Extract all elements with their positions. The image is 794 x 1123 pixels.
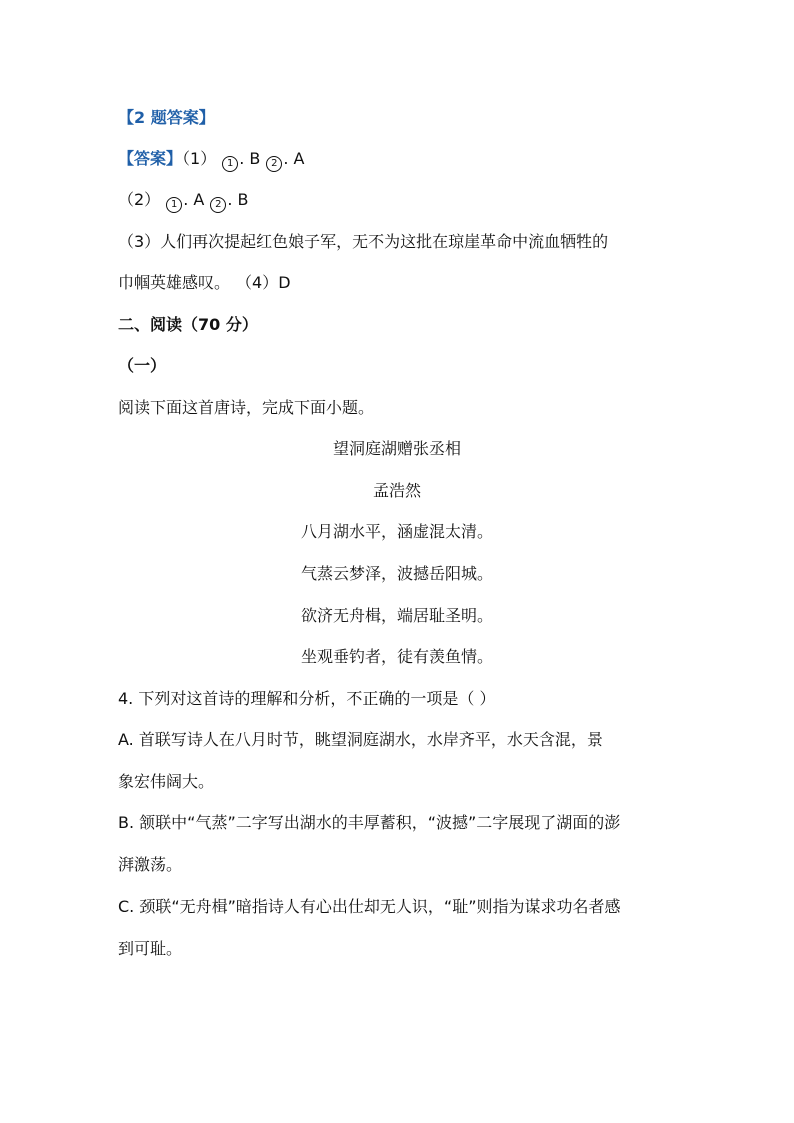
circled-number: 2 [210,197,226,213]
answer-line-1 [118,148,304,172]
answer-heading: 【2 题答案】 [118,108,215,127]
q2-answer-1: . A [183,190,205,209]
poem-title: 望洞庭湖赠张丞相 [332,439,461,458]
answer-line-2 [118,189,248,213]
q3-answer-line-2: 巾帼英雄感叹。 [118,273,231,292]
q3-q4-answer-line [118,272,291,294]
circled-number: 1 [222,156,238,172]
reading-instruction: 阅读下面这首唐诗，完成下面小题。 [118,398,375,417]
poem-line: 欲济无舟楫，端居耻圣明。 [300,606,493,625]
option-c-line-1: C. 颈联“无舟楫”暗指诗人有心出仕却无人识，“耻”则指为谋求功名者感 [118,897,621,916]
q4-answer: （4）D [236,273,291,292]
q2-answer-2: . B [227,190,249,209]
q1-label: （1） [182,149,217,168]
circled-number: 1 [166,197,182,213]
poem-line: 气蒸云梦泽，波撼岳阳城。 [300,564,493,583]
q1-answer-1: . B [239,149,261,168]
option-a-line-2: 象宏伟阔大。 [118,772,215,791]
option-c-line-2: 到可耻。 [118,939,183,958]
q3-answer-line-1: （3）人们再次提起红色娘子军，无不为这批在琼崖革命中流血牺牲的 [118,232,609,251]
option-a-line-1: A. 首联写诗人在八月时节，眺望洞庭湖水，水岸齐平，水天含混，景 [118,730,603,749]
circled-number: 2 [266,156,282,172]
option-b-line-1: B. 颔联中“气蒸”二字写出湖水的丰厚蓄积，“波撼”二字展现了湖面的澎 [118,813,621,832]
poem-author: 孟浩然 [372,481,421,500]
question-4-stem: 4. 下列对这首诗的理解和分析，不正确的一项是（ ） [118,689,496,708]
poem-line: 坐观垂钓者，徒有羡鱼情。 [300,647,493,666]
q1-answer-2: . A [283,149,305,168]
option-b-line-2: 湃激荡。 [118,855,183,874]
section-part: （一） [118,356,167,375]
q2-label: （2） [118,190,161,209]
answer-label: 【答案】 [118,149,183,168]
section-title: 二、阅读（70 分） [118,315,258,334]
poem-line: 八月湖水平，涵虚混太清。 [300,522,493,541]
